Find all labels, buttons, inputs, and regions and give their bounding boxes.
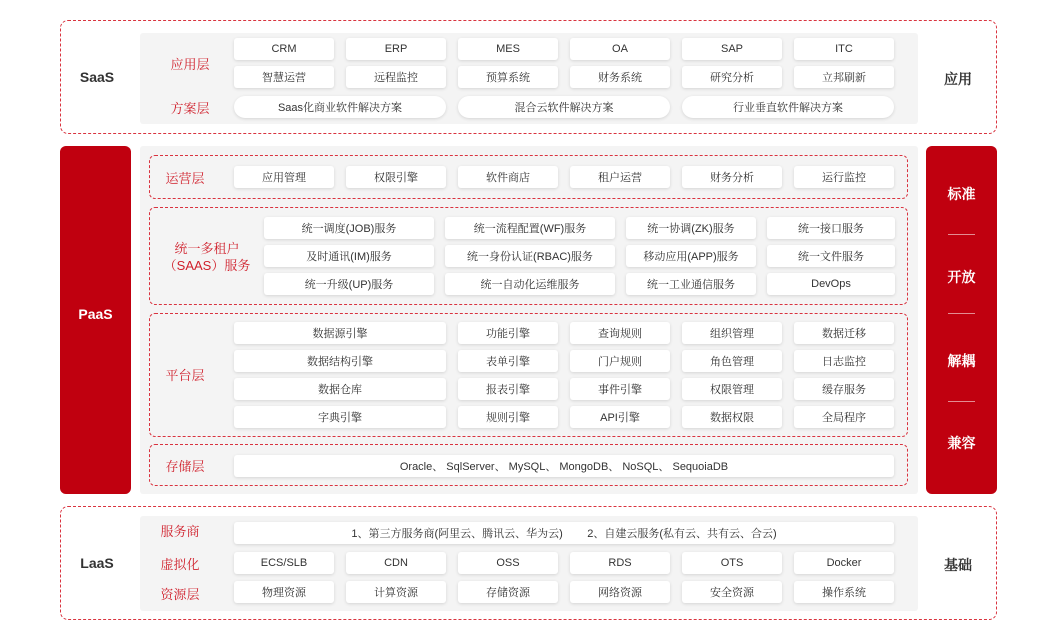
platform-log-monitor: 日志监控 [794,350,894,372]
paas-right-bar [926,146,997,494]
right-separator-3 [948,401,975,402]
platform-report-engine: 报表引擎 [458,378,558,400]
app-layer-label: 应用层 [170,57,210,72]
platform-form-engine: 表单引擎 [458,350,558,372]
platform-role-mgmt: 角色管理 [682,350,782,372]
right-separator-1 [948,234,975,235]
virt-rds: RDS [570,552,670,574]
platform-function-engine: 功能引擎 [458,322,558,344]
tenant-up-service: 统一升级(UP)服务 [264,273,434,295]
virt-oss: OSS [458,552,558,574]
resource-label: 资源层 [160,587,200,602]
res-os: 操作系统 [794,581,894,603]
platform-data-permission: 数据权限 [682,406,782,428]
tenant-app-service: 移动应用(APP)服务 [626,245,756,267]
platform-portal-rules: 门户规则 [570,350,670,372]
platform-org-mgmt: 组织管理 [682,322,782,344]
right-label-open: 开放 [947,269,976,285]
app-research: 研究分析 [682,66,782,88]
virt-ecs-slb: ECS/SLB [234,552,334,574]
virtualization-label: 虚拟化 [160,557,200,572]
provider-label: 服务商 [160,524,200,539]
paas-title: PaaS [78,306,113,322]
ops-finance-analysis: 财务分析 [682,166,782,188]
platform-cache-service: 缓存服务 [794,378,894,400]
platform-datasource-engine: 数据源引擎 [234,322,446,344]
laas-title: LaaS [80,555,114,571]
virt-docker: Docker [794,552,894,574]
solution-industry-vertical: 行业垂直软件解决方案 [682,96,894,118]
platform-global-program: 全局程序 [794,406,894,428]
platform-layer-label: 平台层 [165,368,205,383]
platform-api-engine: API引擎 [570,406,670,428]
platform-event-engine: 事件引擎 [570,378,670,400]
ops-app-mgmt: 应用管理 [234,166,334,188]
platform-dict-engine: 字典引擎 [234,406,446,428]
app-libang: 立邦刷新 [794,66,894,88]
app-crm: CRM [234,38,334,60]
app-budget: 预算系统 [458,66,558,88]
tenant-file-service: 统一文件服务 [767,245,895,267]
ops-runtime-monitor: 运行监控 [794,166,894,188]
storage-layer-label: 存储层 [165,459,205,474]
app-oa: OA [570,38,670,60]
res-compute: 计算资源 [346,581,446,603]
ops-software-store: 软件商店 [458,166,558,188]
res-security: 安全资源 [682,581,782,603]
right-label-standard: 标准 [947,186,976,202]
right-label-decouple: 解耦 [947,353,976,369]
tenant-layer-label-line1: 统一多租户 [174,241,240,256]
platform-data-warehouse: 数据仓库 [234,378,446,400]
platform-datastruct-engine: 数据结构引擎 [234,350,446,372]
ops-permission-engine: 权限引擎 [346,166,446,188]
solution-saas-commercial: Saas化商业软件解决方案 [234,96,446,118]
saas-right-label: 应用 [944,71,972,87]
app-smart-ops: 智慧运营 [234,66,334,88]
platform-data-migration: 数据迁移 [794,322,894,344]
app-remote-monitor: 远程监控 [346,66,446,88]
tenant-devops: DevOps [767,273,895,295]
app-erp: ERP [346,38,446,60]
ops-tenant-ops: 租户运营 [570,166,670,188]
tenant-layer-label-line2: （SAAS）服务 [163,258,251,273]
app-sap: SAP [682,38,782,60]
solution-layer-label: 方案层 [170,101,210,116]
right-label-compatible: 兼容 [947,435,976,451]
saas-title: SaaS [79,69,115,85]
platform-query-rules: 查询规则 [570,322,670,344]
res-storage: 存储资源 [458,581,558,603]
platform-permission-mgmt: 权限管理 [682,378,782,400]
solution-hybrid-cloud: 混合云软件解决方案 [458,96,670,118]
tenant-zk-service: 统一协调(ZK)服务 [626,217,756,239]
tenant-rbac-service: 统一身份认证(RBAC)服务 [445,245,615,267]
provider-text: 1、第三方服务商(阿里云、腾讯云、华为云) 2、自建云服务(私有云、共有云、合云) [234,522,894,544]
storage-databases: Oracle、 SqlServer、 MySQL、 MongoDB、 NoSQL、 SequoiaDB [234,455,894,477]
tenant-job-service: 统一调度(JOB)服务 [264,217,434,239]
ops-layer-label: 运营层 [165,171,205,186]
tenant-wf-service: 统一流程配置(WF)服务 [445,217,615,239]
res-physical: 物理资源 [234,581,334,603]
laas-right-label: 基础 [944,557,972,573]
paas-left-bar [60,146,131,494]
res-network: 网络资源 [570,581,670,603]
app-mes: MES [458,38,558,60]
tenant-layer-label [157,240,257,274]
virt-cdn: CDN [346,552,446,574]
tenant-auto-ops-service: 统一自动化运维服务 [445,273,615,295]
tenant-industrial-comm-service: 统一工业通信服务 [626,273,756,295]
tenant-im-service: 及时通讯(IM)服务 [264,245,434,267]
tenant-interface-service: 统一接口服务 [767,217,895,239]
right-separator-2 [948,313,975,314]
virt-ots: OTS [682,552,782,574]
app-itc: ITC [794,38,894,60]
app-finance: 财务系统 [570,66,670,88]
platform-rule-engine: 规则引擎 [458,406,558,428]
